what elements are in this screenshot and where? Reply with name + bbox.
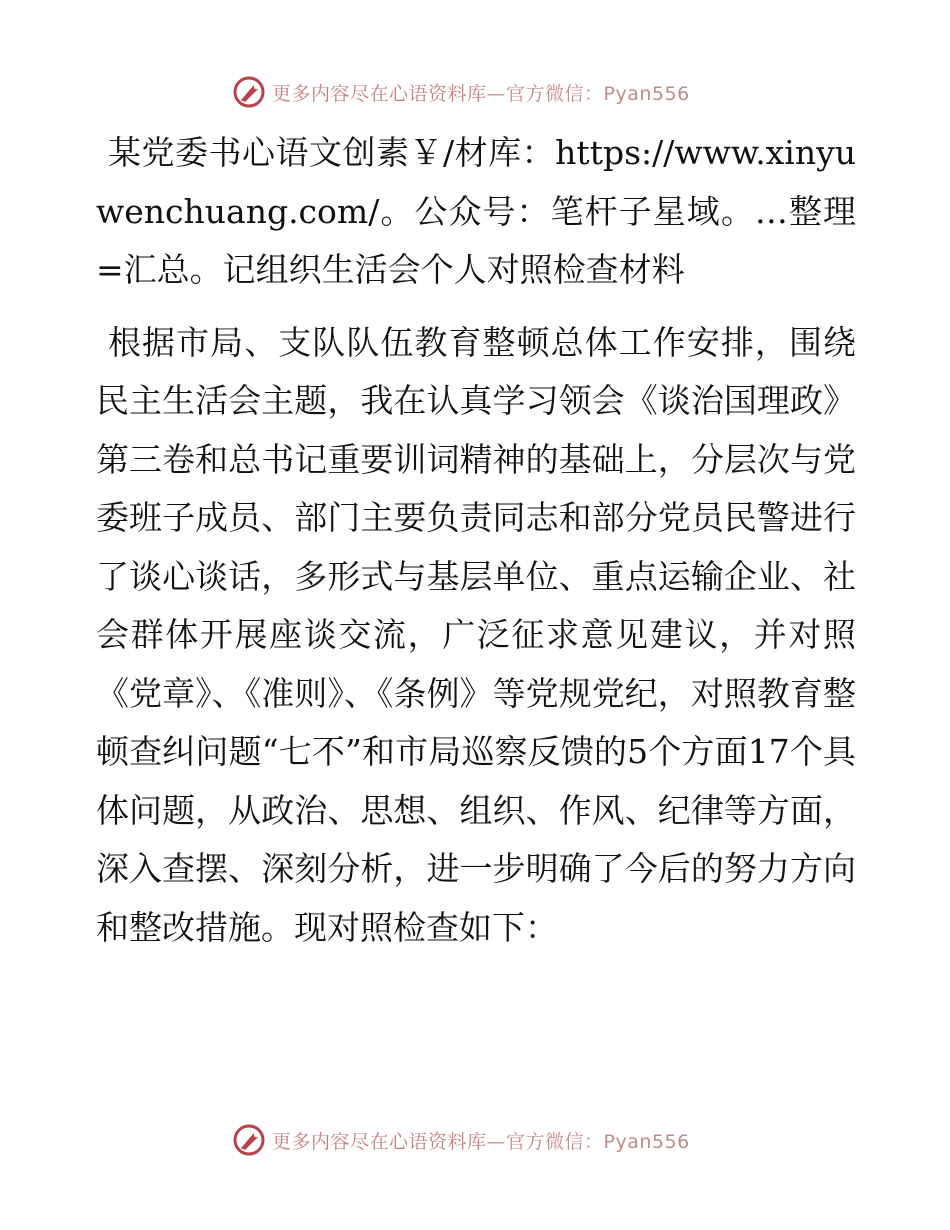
banner-wechat-id: Pyan556	[603, 82, 690, 105]
document-body	[96, 124, 856, 957]
footer-banner	[232, 1120, 732, 1160]
banner-wechat-label: 官方微信：	[506, 1130, 604, 1153]
main-paragraph: 根据市局、支队队伍教育整顿总体工作安排，围绕民主生活会主题，我在认真学习领会《谈治国理政》第三卷和总书记重要训词精神的基础上，分层次与党委班子成员、部门主要负责同志和部分党员民警进行了谈心谈话，多形式与基层单位、重点运输企业、社会群体开展座谈交流，广泛征求意见建议，并对照《党章》、《准则》、《条例》等党规党纪，对照教育整顿查纠问题“七不”和市局巡察反馈的5个方面17个具体问题，从政治、思想、组织、作风、纪律等方面，深入查摆、深刻分析，进一步明确了今后的努力方向和整改措施。现对照检查如下：	[96, 322, 856, 947]
banner-text	[272, 1127, 690, 1154]
banner-main-text: 更多内容尽在心语资料库	[272, 82, 487, 105]
pen-nib-logo-icon	[232, 1123, 266, 1157]
banner-dash: —	[486, 82, 507, 105]
banner-wechat-label: 官方微信：	[506, 82, 604, 105]
pen-nib-logo-icon	[232, 75, 266, 109]
header-banner	[232, 72, 732, 112]
banner-wechat-id: Pyan556	[603, 1130, 690, 1153]
banner-main-text: 更多内容尽在心语资料库	[272, 1130, 487, 1153]
banner-dash: —	[486, 1130, 507, 1153]
intro-paragraph: 某党委书心语文创素￥/材库：https://www.xinyuwenchuang.com/。公众号：笔杆子星域。…整理=汇总。记组织生活会个人对照检查材料	[96, 133, 856, 289]
banner-text	[272, 79, 690, 106]
